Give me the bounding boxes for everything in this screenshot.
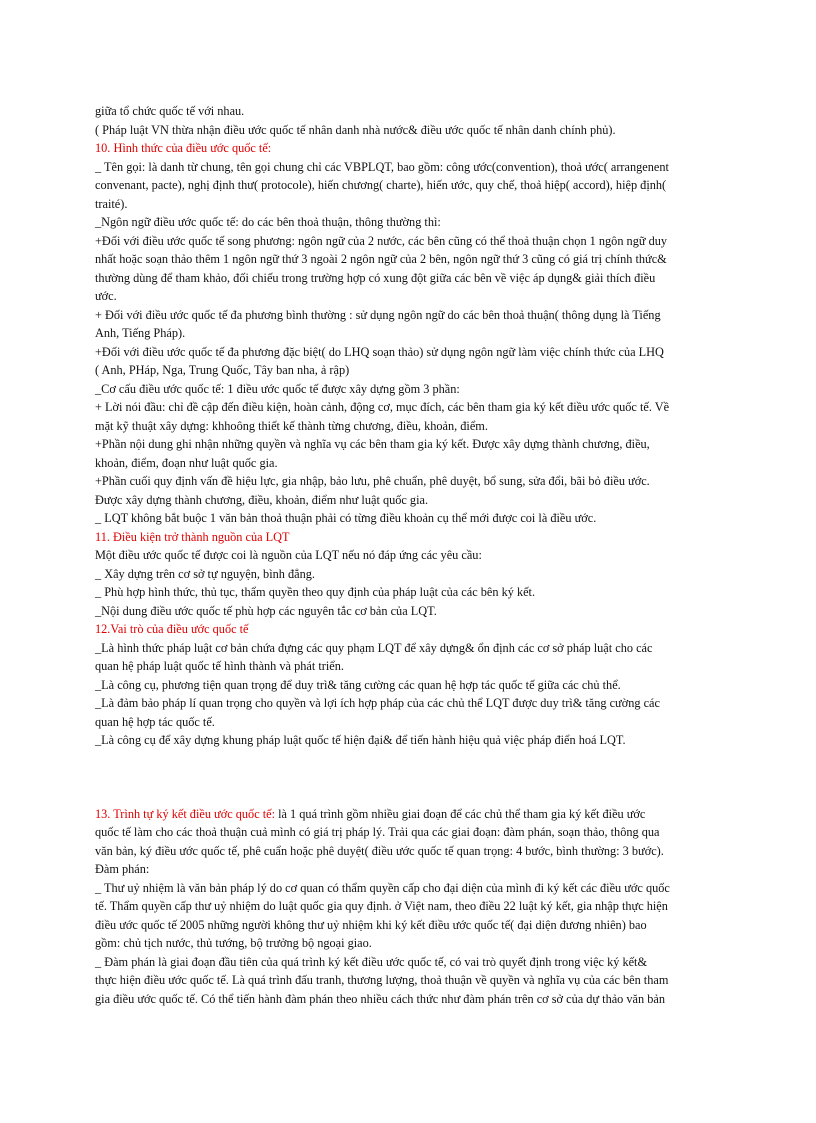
text-line: + Đối với điều ước quốc tế đa phương bình thường : sử dụng ngôn ngữ do các bên thoả thuận( thông dụng là Tiếng [95,307,661,322]
text-line: quan hệ hợp tác quốc tế. [95,714,215,729]
text-line: _ Đàm phán là giai đoạn đầu tiên của quá trình ký kết điều ước quốc tế, có vai trò quyết định trong việc ký kết& [95,954,648,969]
text-line: +Phần nội dung ghi nhận những quyền và nghĩa vụ các bên tham gia ký kết. Được xây dựng thành chương, điều, [95,437,650,451]
section-heading-10: 10. Hình thức của điều ước quốc tế: [95,141,272,155]
text-line: Được xây dựng thành chương, điều, khoản, điểm như luật quốc gia. [95,492,429,507]
text-line: _ LQT không bắt buộc 1 văn bản thoả thuận phải có từng điều khoản cụ thể mới được coi là điều ước. [95,511,597,525]
section-heading-11: 11. Điều kiện trở thành nguồn của LQT [95,529,290,544]
document-page [95,102,725,1008]
text-line: _Là công cụ, phương tiện quan trọng để duy trì& tăng cường các quan hệ hợp tác quốc tế giữa các chủ thể. [95,677,621,692]
text-line: quốc tế làm cho các thoả thuận cuả mình có giá trị pháp lý. Trải qua các giai đoạn: đàm phán, soạn thảo, thông qua [95,825,660,839]
text-line: gia điều ước quốc tế. Có thể tiến hành đàm phán theo nhiều cách thức như đàm phán trên cơ sở của dự thảo văn bản [95,991,665,1006]
text-line: ( Pháp luật VN thừa nhận điều ước quốc tế nhân danh nhà nước& điều ước quốc tế nhân danh chính phủ). [95,122,616,137]
text-line: khoản, điểm, đoạn như luật quốc gia. [95,455,278,470]
text-line: tế. Thẩm quyền cấp thư uỷ nhiệm do luật quốc gia quy định. ở Việt nam, theo điều 22 luật ký kết, gia nhập thực hiện [95,899,668,913]
text-line: Anh, Tiếng Pháp). [95,326,186,340]
text-line: + Lời nói đầu: chỉ đề cập đến điều kiện, hoàn cảnh, động cơ, mục đích, các bên tham gia ký kết điều ước quốc tế. Về [95,400,670,414]
text-line: +Phần cuối quy định vấn đề hiệu lực, gia nhập, bảo lưu, phê chuẩn, phê duyệt, bổ sung, sửa đổi, bãi bỏ điều ước. [95,474,650,488]
text-line: +Đối với điều ước quốc tế đa phương đặc biệt( do LHQ soạn thảo) sử dụng ngôn ngữ làm việc chính thức của LHQ [95,344,664,359]
section-heading-12: 12.Vai trò của điều ước quốc tế [95,622,249,636]
text-line: _Nội dung điều ước quốc tế phù hợp các nguyên tắc cơ bản của LQT. [95,603,437,618]
text-line: _Là công cụ để xây dựng khung pháp luật quốc tế hiện đại& để tiến hành hiệu quả việc pháp điển hoá LQT. [95,733,626,747]
text-line: thực hiện điều ước quốc tế. Là quá trình đấu tranh, thương lượng, thoả thuận về quyền và nghĩa vụ của các bên tham [95,973,669,987]
text-line: ước. [95,289,117,303]
text-line: _Ngôn ngữ điều ước quốc tế: do các bên thoả thuận, thông thường thì: [95,215,441,229]
section-heading-13: 13. Trình tự ký kết điều ước quốc tế: [95,806,276,821]
text-line: Đàm phán: [95,862,150,876]
section-line-13 [95,805,725,824]
text-line: ( Anh, PHáp, Nga, Trung Quốc, Tây ban nha, ả rập) [95,363,350,377]
text-line: _ Xây dựng trên cơ sở tự nguyện, bình đẳng. [95,566,315,581]
text-line: Một điều ước quốc tế được coi là nguồn của LQT nếu nó đáp ứng các yêu cầu: [95,548,482,562]
text-line: _Cơ cấu điều ước quốc tế: 1 điều ước quốc tế được xây dựng gồm 3 phần: [95,381,460,396]
text-line: giữa tổ chức quốc tế với nhau. [95,104,245,118]
paragraph-gap [95,750,725,805]
section-13-intro: là 1 quá trình gồm nhiều giai đoạn để các chủ thể tham gia ký kết điều ước [275,806,646,821]
text-line: traité). [95,196,128,211]
text-line: _ Phù hợp hình thức, thủ tục, thẩm quyền theo quy định của pháp luật của các bên ký kết. [95,585,536,599]
text-line: _ Tên gọi: là danh từ chung, tên gọi chung chỉ các VBPLQT, bao gồm: công ước(convention), thoả ước( arrangenent [95,159,669,174]
text-line: _ Thư uỷ nhiệm là văn bản pháp lý do cơ quan có thẩm quyền cấp cho đại diện của mình đi ký kết các điều ước quốc [95,880,670,895]
text-line: văn bản, ký điều ước quốc tế, phê cuẩn hoặc phê duyệt( điều ước quốc tế quan trọng: 4 bước, bình thường: 3 bước). [95,843,664,858]
text-line: _Là đảm bảo pháp lí quan trọng cho quyền và lợi ích hợp pháp của các chủ thể LQT được duy trì& tăng cường các [95,696,660,710]
text-line: thường dùng để tham khảo, đối chiếu trong trường hợp có xung đột giữa các bên về việc áp dụng& giải thích điều [95,270,656,285]
text-line: mặt kỹ thuật xây dựng: khhoông thiết kế thành từng chương, điều, khoản, điểm. [95,418,488,433]
text-line: convenant, pacte), nghị định thư( protocole), hiến chương( charte), hiến ước, quy chế, thoả hiệp( accord), hiệp định( [95,178,667,192]
text-line: nhất hoặc soạn thảo thêm 1 ngôn ngữ thứ 3 ngoài 2 ngôn ngữ của 2 bên, ngôn ngữ thứ 3 cũng có giá trị chính thức& [95,252,667,266]
text-line: +Đối với điều ước quốc tế song phương: ngôn ngữ của 2 nước, các bên cũng có thể thoả thuận chọn 1 ngôn ngữ duy [95,233,668,248]
text-line: _Là hình thức pháp luật cơ bản chứa đựng các quy phạm LQT để xây dựng& ổn định các cơ sở pháp luật cho các [95,640,653,655]
text-line: quan hệ pháp luật quốc tế hình thành và phát triển. [95,659,344,673]
text-line: gồm: chủ tịch nước, thủ tướng, bộ trưởng bộ ngoại giao. [95,936,372,950]
text-line: điều ước quốc tế 2005 những người không thư uỷ nhiệm khi ký kết điều ước quốc tế( đại diện đương nhiên) bao [95,917,647,932]
